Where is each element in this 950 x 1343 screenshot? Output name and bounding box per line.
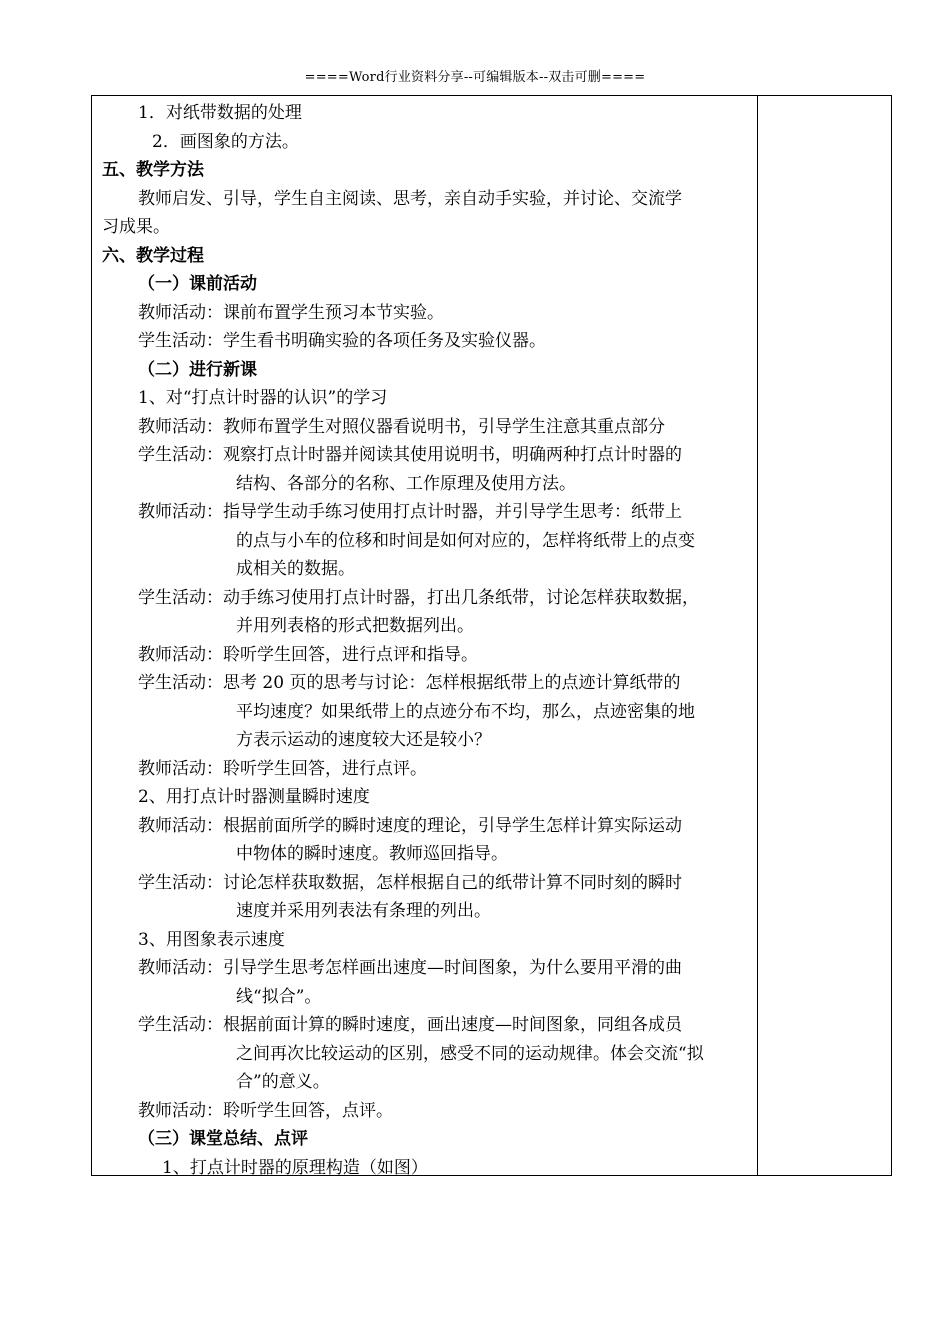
text-line: 教师活动：指导学生动手练习使用打点计时器，并引导学生思考：纸带上 [138,502,682,522]
text-line: 教师活动：引导学生思考怎样画出速度—时间图象，为什么要用平滑的曲 [138,958,682,978]
text-line: 1．对纸带数据的处理 [138,103,302,123]
text-line: 教师活动：教师布置学生对照仪器看说明书，引导学生注意其重点部分 [138,416,665,437]
section-heading: （三）课堂总结、点评 [138,1129,308,1149]
text-line: 2．画图象的方法。 [152,131,299,152]
text-line: 学生活动：动手练习使用打点计时器，打出几条纸带，讨论怎样获取数据， [138,587,699,608]
text-line: 学生活动：根据前面计算的瞬时速度，画出速度—时间图象，同组各成员 [138,1015,682,1035]
section-heading: （一）课前活动 [138,274,257,294]
section-heading: 六、教学过程 [102,245,204,266]
text-line: 方表示运动的速度较大还是较小？ [236,730,491,750]
text-line: 教师启发、引导，学生自主阅读、思考，亲自动手实验，并讨论、交流学 [138,188,682,209]
text-line: 学生活动：讨论怎样获取数据，怎样根据自己的纸带计算不同时刻的瞬时 [138,872,682,893]
main-content-cell [102,99,754,1182]
text-line: 之间再次比较运动的区别，感受不同的运动规律。体会交流“拟 [236,1043,704,1064]
section-heading: （二）进行新课 [138,359,257,380]
lesson-plan-table [91,95,892,1176]
text-line: 学生活动：学生看书明确实验的各项任务及实验仪器。 [138,331,546,351]
text-line: 平均速度？如果纸带上的点迹分布不均，那么，点迹密集的地 [236,701,695,722]
text-line: 学生活动：观察打点计时器并阅读其使用说明书，明确两种打点计时器的 [138,445,682,465]
text-line: 教师活动：聆听学生回答，进行点评。 [138,758,427,779]
text-line: 学生活动：思考 20 页的思考与讨论：怎样根据纸带上的点迹计算纸带的 [138,673,681,693]
text-line: 成相关的数据。 [236,559,355,579]
section-heading: 五、教学方法 [102,160,204,180]
text-line: 教师活动：课前布置学生预习本节实验。 [138,302,444,323]
text-line: 中物体的瞬时速度。教师巡回指导。 [236,844,508,864]
text-line: 结构、各部分的名称、工作原理及使用方法。 [236,473,576,494]
text-line: 1、对“打点计时器的认识”的学习 [138,388,388,408]
text-line: 速度并采用列表法有条理的列出。 [236,901,491,921]
text-line: 教师活动：聆听学生回答，点评。 [138,1100,393,1121]
text-line: 2、用打点计时器测量瞬时速度 [138,787,370,807]
text-line: 教师活动：根据前面所学的瞬时速度的理论，引导学生怎样计算实际运动 [138,815,682,836]
text-line: 教师活动：聆听学生回答，进行点评和指导。 [138,644,478,665]
column-divider [757,96,758,1175]
text-line: 3、用图象表示速度 [138,929,285,950]
text-line: 线“拟合”。 [236,986,322,1007]
text-line: 并用列表格的形式把数据列出。 [236,616,474,636]
text-line: 合”的意义。 [236,1072,330,1092]
page-header-watermark: ====Word行业资料分享--可编辑版本--双击可删==== [304,70,646,85]
text-line: 1、打点计时器的原理构造（如图） [162,1157,428,1178]
text-line: 习成果。 [102,217,170,237]
notes-cell [759,96,891,1175]
text-line: 的点与小车的位移和时间是如何对应的，怎样将纸带上的点变 [236,530,695,551]
